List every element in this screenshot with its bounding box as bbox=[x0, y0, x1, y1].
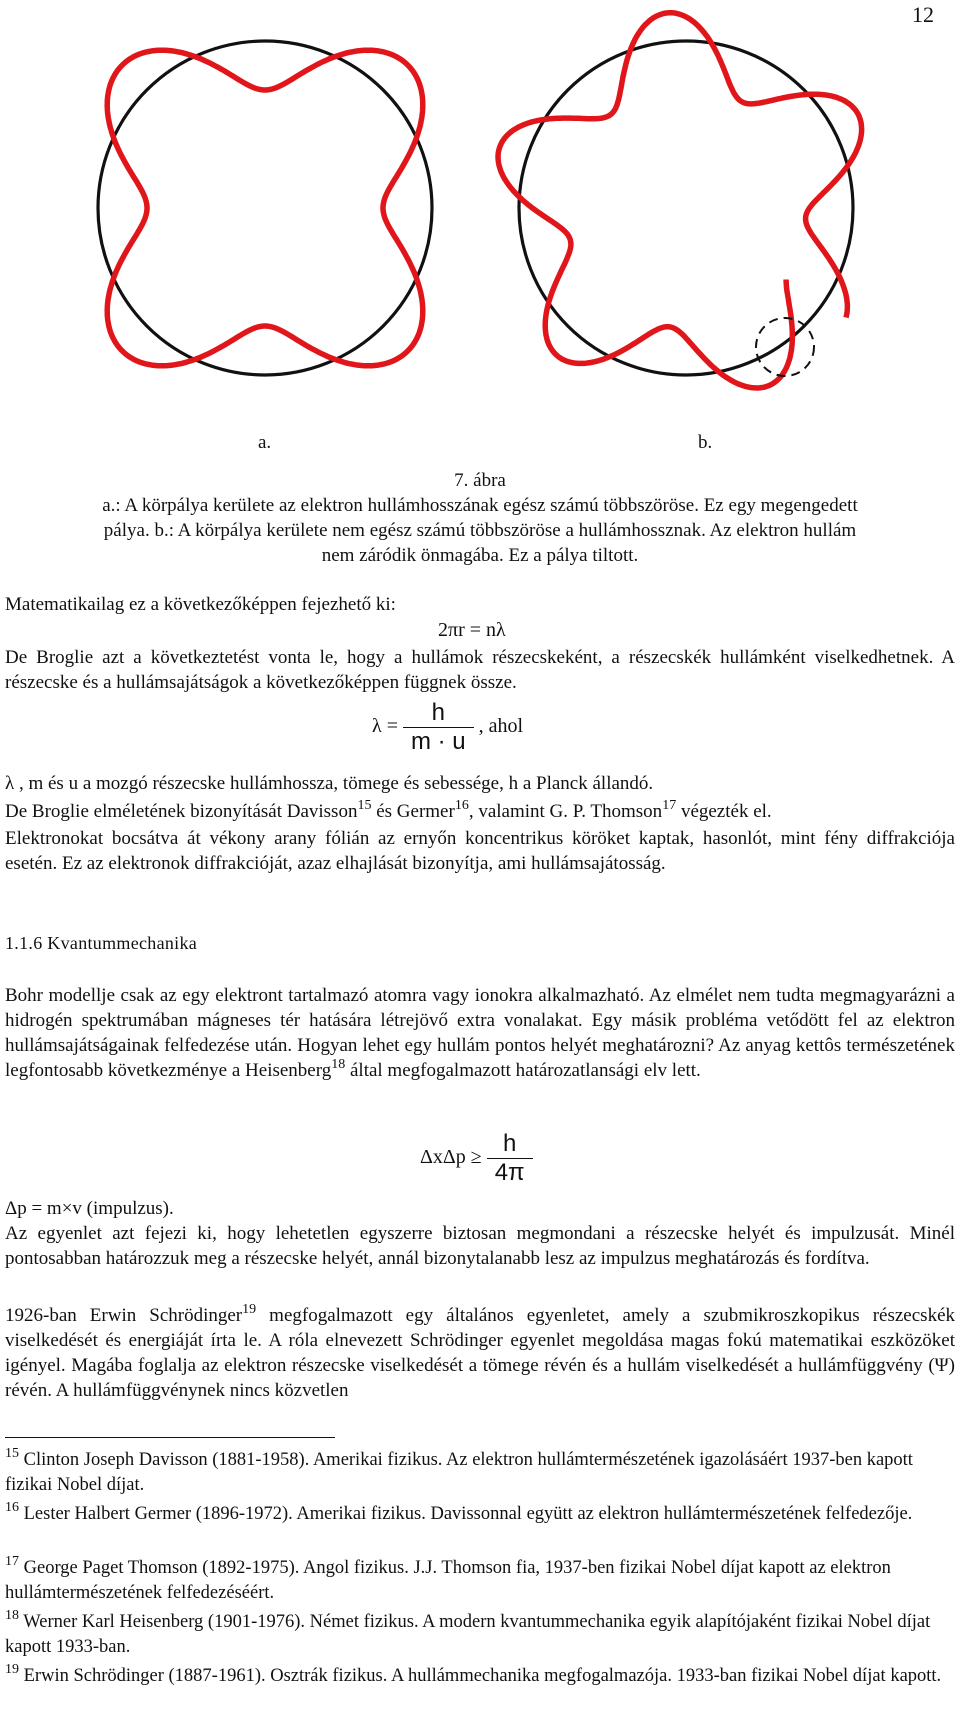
footnote-ref-15[interactable]: 15 bbox=[357, 798, 372, 813]
footnote-19: $^{19}$ Erwin Schrödinger (1887-1961). Osztrák fizikus. A hullámmechanika megfogalmazója. 1933-ban fizikai Nobel díjat kapott. bbox=[5, 1662, 942, 1686]
uncertainty-fraction bbox=[487, 1130, 533, 1187]
caption-line-2: pálya. b.: A körpálya kerülete nem egész számú többszöröse a hullámhossznak. Az elektron hullám bbox=[103, 520, 857, 541]
intro-paragraph: Matematikailag ez a következőképpen fejezhető ki: bbox=[5, 594, 396, 615]
uncertainty-numerator: h bbox=[502, 1130, 517, 1157]
uncertainty-denominator: 4π bbox=[494, 1159, 525, 1186]
caption-number: 7. ábra bbox=[454, 470, 506, 491]
debroglie-paragraph: De Broglie azt a következtetést vonta le, hogy a hullámok részecskeként, a részecskék hullámként viselkedhetnek. A részecske és a hullámsajátságok a következőképpen függnek össze. bbox=[5, 647, 955, 693]
wavelength-suffix: , ahol bbox=[478, 715, 524, 738]
broken-wave-b bbox=[498, 13, 862, 388]
footnote-ref-19[interactable]: 19 bbox=[242, 1302, 257, 1317]
equation-quantization: 2πr = nλ bbox=[438, 619, 506, 641]
wavelength-denominator: m · u bbox=[410, 728, 466, 755]
caption-line-1: a.: A körpálya kerülete az elektron hullámhosszának egész számú többszöröse. Ez egy megengedett bbox=[102, 495, 858, 516]
standing-wave-a bbox=[107, 50, 423, 366]
footnote-ref-17[interactable]: 17 bbox=[662, 798, 677, 813]
equation-uncertainty bbox=[420, 1130, 533, 1187]
section-heading: 1.1.6 Kvantummechanika bbox=[5, 933, 198, 953]
symbols-paragraph: λ , m és u a mozgó részecske hullámhossza, tömege és sebessége, h a Planck állandó. bbox=[5, 773, 654, 794]
figure-label-b: b. bbox=[698, 432, 713, 453]
equation-wavelength bbox=[372, 699, 523, 756]
wavelength-numerator: h bbox=[431, 699, 445, 726]
equation-explanation-paragraph: Az egyenlet azt fejezi ki, hogy lehetetlen egyszerre biztosan megmondani a részecske helyét és impulzusát. Minél pontosabban határozzuk meg a részecske helyét, annál bizonytalanabb lesz az impulzus meghatározás és fordítva. bbox=[5, 1223, 955, 1269]
footnote-18: $^{18}$ Werner Karl Heisenberg (1901-1976). Német fizikus. A modern kvantummechanika egyik alapítójaként fizikai Nobel díjat kapott 1933-ban. bbox=[5, 1608, 931, 1657]
caption-line-3: nem záródik önmagába. Ez a pálya tiltott. bbox=[321, 545, 639, 566]
footnote-15: $^{15}$ Clinton Joseph Davisson (1881-1958). Amerikai fizikus. Az elektron hullámtermészetének igazolásáért 1937-ben kapott fizikai Nobel díjat. bbox=[5, 1446, 913, 1495]
uncertainty-lhs: ΔxΔp ≥ bbox=[420, 1146, 482, 1169]
footnote-ref-16[interactable]: 16 bbox=[454, 798, 469, 813]
electrons-paragraph: Elektronokat bocsátva át vékony arany fólián az ernyőn koncentrikus köröket kaptak, hasonlót, mint fény diffrakciója esetén. Ez az elektronok diffrakcióját, azaz elhajlását bizonyítja, ami hullámsajátosság. bbox=[5, 828, 955, 874]
proof-paragraph: De Broglie elméletének bizonyítását Davisson$^{15}$ és Germer$^{16}$, valamint G. P. Thomson$^{17}$ végezték el. bbox=[5, 798, 772, 822]
footnote-16: $^{16}$ Lester Halbert Germer (1896-1972). Amerikai fizikus. Davissonnal együtt az elektron hullámtermészetének felfedezője. bbox=[5, 1500, 913, 1524]
orbit-figure bbox=[0, 0, 960, 420]
footnote-ref-18[interactable]: 18 bbox=[331, 1057, 346, 1072]
wavelength-lhs: λ = bbox=[372, 715, 398, 738]
footnote-separator bbox=[5, 1437, 335, 1438]
bohr-paragraph: Bohr modellje csak az egy elektront tartalmazó atomra vagy ionokra alkalmazható. Az elmélet nem tudta megmagyarázni a hidrogén spektrumában mágneses tér hatására létrejövő extra vonalakat. Egy másik probléma vetődött fel az elektron hullámsajátságainak felfedezése után. Hogyan lehet egy hullám pontos helyét meghatározni? Az anyag kettôs természetének legfontosabb következménye a Heisenberg$^{18}$ által megfogalmazott határozatlansági elv lett. bbox=[5, 985, 955, 1081]
schrodinger-paragraph: 1926-ban Erwin Schrödinger$^{19}$ megfogalmazott egy általános egyenletet, amely a szubmikroszkopikus részecskék viselkedését és energiáját írta le. A róla elnevezett Schrödinger egyenlet megoldása magas fokú matematikai eszközöket igényel. Magába foglalja az elektron részecske viselkedését a tömege révén és a hullám viselkedését a hullámfüggvény (Ψ) révén. A hullámfüggvénynek nincs közvetlen bbox=[5, 1302, 956, 1401]
footnote-17: $^{17}$ George Paget Thomson (1892-1975). Angol fizikus. J.J. Thomson fia, 1937-ben fizikai Nobel díjat kapott az elektron hullámtermészetének felfedezéséért. bbox=[5, 1554, 891, 1603]
wavelength-fraction bbox=[403, 699, 474, 756]
momentum-line: Δp = m×v (impulzus). bbox=[5, 1198, 174, 1219]
page-number: 12 bbox=[912, 2, 934, 27]
figure-label-a: a. bbox=[258, 432, 272, 453]
